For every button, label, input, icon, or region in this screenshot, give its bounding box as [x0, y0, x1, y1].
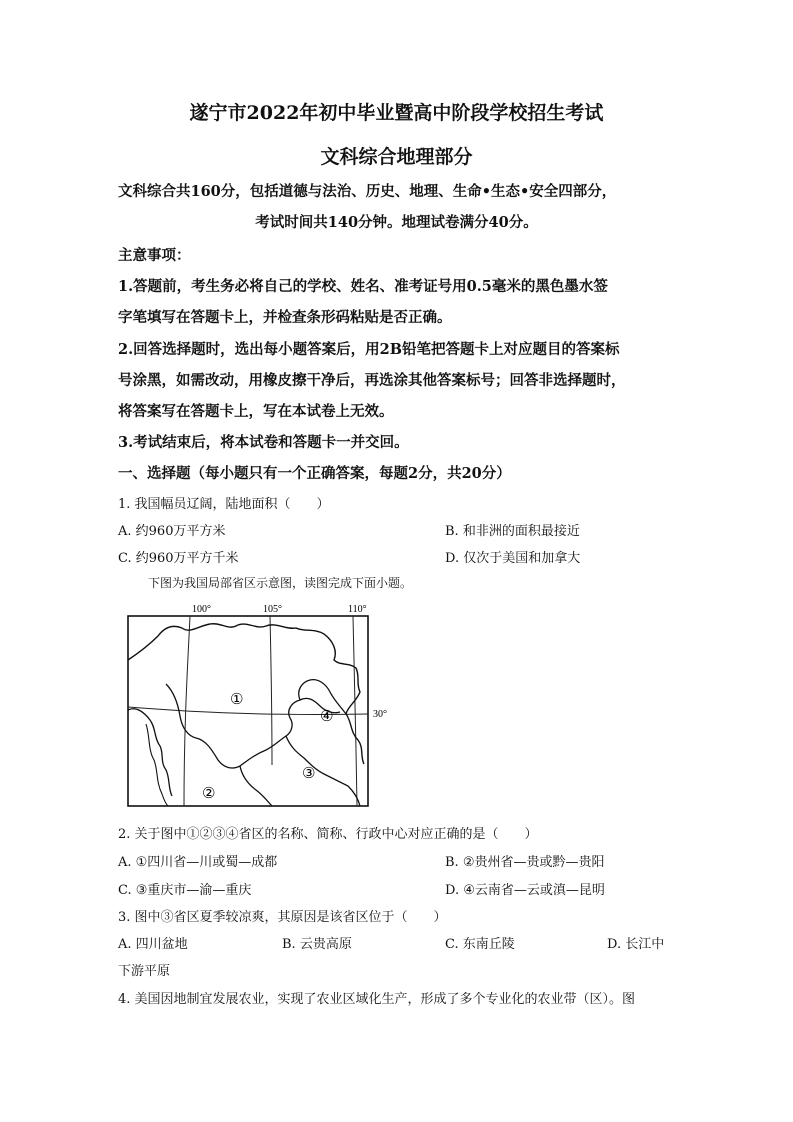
- question-4-stem: 4. 美国因地制宜发展农业，实现了农业区域化生产，形成了多个专业化的农业带（区）。图: [118, 992, 636, 1007]
- note-1-line-2: 字笔填写在答题卡上，并检查条形码粘贴是否正确。: [118, 309, 452, 326]
- question-1-option-b: B. 和非洲的面积最接近: [445, 524, 580, 539]
- question-3-option-c: C. 东南丘陵: [445, 937, 515, 952]
- question-2-option-d: D. ④云南省—云或滇—昆明: [445, 883, 605, 898]
- longitude-110-label: 110°: [348, 604, 367, 615]
- question-1-option-d: D. 仅次于美国和加拿大: [445, 551, 581, 566]
- region-2-label: ②: [202, 784, 216, 802]
- region-3-label: ③: [302, 764, 316, 782]
- question-2-option-a: A. ①四川省—川或蜀—成都: [118, 855, 278, 870]
- note-1-line-1: 1.答题前，考生务必将自己的学校、姓名、准考证号用0.5毫米的黑色墨水签: [118, 278, 608, 295]
- question-1-option-a: A. 约960万平方米: [118, 524, 226, 539]
- question-2-option-c: C. ③重庆市—渝—重庆: [118, 883, 252, 898]
- region-4-label: ④: [320, 707, 334, 725]
- question-3-option-d: D. 长江中: [607, 937, 665, 952]
- notes-heading: 主意事项：: [118, 247, 191, 264]
- map-caption: 下图为我国局部省区示意图，读图完成下面小题。: [148, 576, 413, 590]
- western-boundary: [128, 709, 172, 796]
- question-3-option-b: B. 云贵高原: [282, 937, 352, 952]
- inner-west-boundary: [146, 724, 168, 806]
- section-heading: 一、选择题（每小题只有一个正确答案，每题2分，共20分）: [118, 465, 511, 482]
- longitude-100-label: 100°: [192, 604, 211, 615]
- question-1-stem: 1. 我国幅员辽阔，陆地面积（ ）: [118, 497, 330, 512]
- region-1-north-boundary: [128, 624, 364, 764]
- intro-line-2: 考试时间共140分钟。地理试卷满分40分。: [255, 214, 538, 231]
- latitude-30-label: 30°: [373, 709, 387, 720]
- exam-subtitle: 文科综合地理部分: [320, 146, 473, 168]
- question-3-option-a: A. 四川盆地: [118, 937, 188, 952]
- intro-line-1: 文科综合共160分，包括道德与法治、历史、地理、生命•生态•安全四部分，: [118, 183, 617, 200]
- question-3-stem: 3. 图中③省区夏季较凉爽，其原因是该省区位于（ ）: [118, 910, 447, 925]
- meridian-110: [353, 616, 357, 806]
- question-2-option-b: B. ②贵州省—贵或黔—贵阳: [445, 855, 605, 870]
- meridian-105: [270, 616, 272, 765]
- note-2-line-2: 号涂黑，如需改动，用橡皮擦干净后，再选涂其他答案标号；回答非选择题时，: [118, 372, 626, 389]
- note-2-line-3: 将答案写在答题卡上，写在本试卷上无效。: [118, 403, 394, 420]
- question-3-option-d-continued: 下游平原: [118, 964, 171, 979]
- question-1-option-c: C. 约960万平方千米: [118, 551, 239, 566]
- province-map: [120, 600, 410, 815]
- region-2-3-boundary: [240, 766, 272, 806]
- note-3: 3.考试结束后，将本试卷和答题卡一并交回。: [118, 434, 409, 451]
- note-2-line-1: 2.回答选择题时，选出每小题答案后，用2B铅笔把答题卡上对应题目的答案标: [118, 341, 620, 358]
- region-1-label: ①: [230, 690, 244, 708]
- exam-title: 遂宁市2022年初中毕业暨高中阶段学校招生考试: [189, 102, 604, 124]
- longitude-105-label: 105°: [263, 604, 282, 615]
- region-3-north-boundary: [286, 736, 360, 806]
- question-2-stem: 2. 关于图中①②③④省区的名称、简称、行政中心对应正确的是（ ）: [118, 827, 538, 842]
- region-2-boundary: [166, 684, 240, 768]
